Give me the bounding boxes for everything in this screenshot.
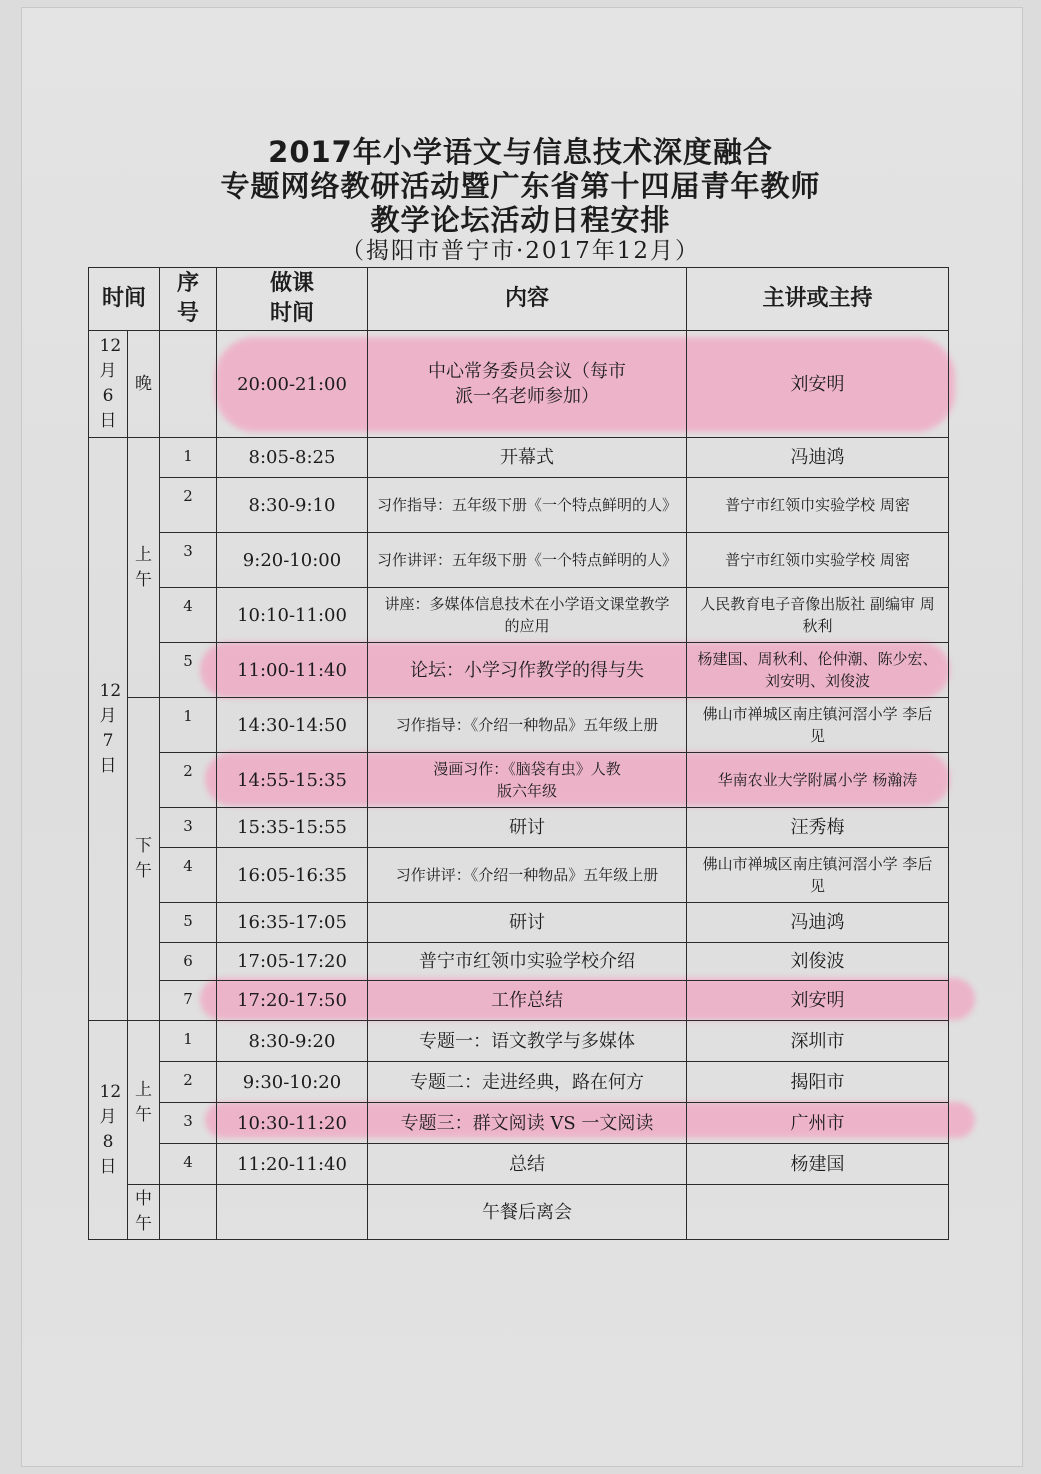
seq-cell: 3	[159, 1102, 217, 1144]
seq-cell: 1	[159, 437, 217, 478]
header-content-label: 内容	[504, 286, 549, 311]
content-cell: 总结	[367, 1143, 687, 1185]
speaker-cell: 刘俊波	[686, 942, 949, 981]
speaker-cell: 华南农业大学附属小学 杨瀚涛	[686, 752, 949, 808]
title-line-3: 教学论坛活动日程安排	[370, 203, 671, 237]
time-cell: 9:30-10:20	[216, 1061, 368, 1103]
day-cell	[88, 1020, 128, 1240]
seq-cell	[159, 1184, 217, 1240]
seq-cell: 2	[159, 752, 217, 808]
day-cell	[88, 437, 128, 1021]
speaker-cell: 杨建国	[686, 1143, 949, 1185]
seq-cell: 1	[159, 1020, 217, 1062]
speaker-cell: 人民教育电子音像出版社 副编审 周秋利	[686, 587, 949, 643]
day-date: 12月7日	[99, 681, 122, 776]
seq-cell: 2	[159, 477, 217, 533]
speaker-cell: 汪秀梅	[686, 807, 949, 848]
content-cell: 习作讲评：《介绍一种物品》五年级上册	[367, 847, 687, 903]
period-cell	[127, 437, 160, 698]
time-cell: 9:20-10:00	[216, 532, 368, 588]
seq-cell: 7	[159, 980, 217, 1021]
header-time	[88, 267, 160, 331]
content-cell: 漫画习作：《脑袋有虫》人教版六年级	[367, 752, 687, 808]
period-label: 中午	[135, 1189, 152, 1234]
period-cell	[127, 1020, 160, 1185]
title-line-1: 2017年小学语文与信息技术深度融合	[268, 135, 773, 169]
header-seq-label: 序号	[177, 271, 200, 326]
header-content	[367, 267, 687, 331]
seq-cell: 4	[159, 847, 217, 903]
seq-cell: 2	[159, 1061, 217, 1103]
day-date: 12月8日	[99, 1082, 122, 1177]
header-speaker	[686, 267, 949, 331]
content-cell: 工作总结	[367, 980, 687, 1021]
seq-cell: 6	[159, 942, 217, 981]
speaker-cell: 普宁市红领巾实验学校 周密	[686, 477, 949, 533]
time-cell	[216, 1184, 368, 1240]
header-seq	[159, 267, 217, 331]
content-cell: 习作指导：《介绍一种物品》五年级上册	[367, 697, 687, 753]
content-cell: 专题二：走进经典，路在何方	[367, 1061, 687, 1103]
subtitle: （揭阳市普宁市·2017年12月）	[340, 238, 701, 264]
speaker-cell: 刘安明	[686, 330, 949, 438]
seq-cell: 4	[159, 587, 217, 643]
period-label: 上午	[135, 1079, 152, 1125]
content-cell: 专题一：语文教学与多媒体	[367, 1020, 687, 1062]
time-cell: 16:35-17:05	[216, 902, 368, 943]
time-cell: 10:10-11:00	[216, 587, 368, 643]
period-label: 下午	[135, 836, 152, 881]
time-cell: 15:35-15:55	[216, 807, 368, 848]
header-class-time	[216, 267, 368, 331]
content-cell: 研讨	[367, 902, 687, 943]
seq-cell	[159, 330, 217, 438]
time-cell: 11:00-11:40	[216, 642, 368, 698]
speaker-cell: 佛山市禅城区南庄镇河滘小学 李后见	[686, 847, 949, 903]
content-cell: 中心常务委员会议（每市派一名老师参加）	[367, 330, 687, 438]
content-cell: 开幕式	[367, 437, 687, 478]
speaker-cell: 普宁市红领巾实验学校 周密	[686, 532, 949, 588]
period-cell	[127, 330, 160, 438]
seq-cell: 4	[159, 1143, 217, 1185]
speaker-cell: 冯迪鸿	[686, 437, 949, 478]
period-cell	[127, 1184, 160, 1240]
time-cell: 10:30-11:20	[216, 1102, 368, 1144]
seq-cell: 5	[159, 642, 217, 698]
time-cell: 14:30-14:50	[216, 697, 368, 753]
time-cell: 17:05-17:20	[216, 942, 368, 981]
speaker-cell: 刘安明	[686, 980, 949, 1021]
speaker-cell: 广州市	[686, 1102, 949, 1144]
time-cell: 11:20-11:40	[216, 1143, 368, 1185]
seq-cell: 5	[159, 902, 217, 943]
period-label: 晚	[135, 373, 152, 394]
period-cell	[127, 697, 160, 1021]
header-time-label: 时间	[102, 286, 147, 311]
time-cell: 16:05-16:35	[216, 847, 368, 903]
time-cell: 17:20-17:50	[216, 980, 368, 1021]
time-cell: 8:05-8:25	[216, 437, 368, 478]
title-line-2: 专题网络教研活动暨广东省第十四届青年教师	[220, 169, 821, 203]
period-label: 上午	[135, 544, 152, 590]
time-cell: 8:30-9:20	[216, 1020, 368, 1062]
day-cell	[88, 330, 128, 438]
day-date: 12月6日	[99, 336, 122, 431]
speaker-cell: 揭阳市	[686, 1061, 949, 1103]
speaker-cell: 杨建国、周秋利、伦仲潮、陈少宏、刘安明、刘俊波	[686, 642, 949, 698]
content-cell: 午餐后离会	[367, 1184, 687, 1240]
content-cell: 专题三：群文阅读 VS 一文阅读	[367, 1102, 687, 1144]
header-speaker-label: 主讲或主持	[762, 286, 873, 311]
time-cell: 20:00-21:00	[216, 330, 368, 438]
seq-cell: 1	[159, 697, 217, 753]
speaker-cell: 深圳市	[686, 1020, 949, 1062]
speaker-cell: 佛山市禅城区南庄镇河滘小学 李后见	[686, 697, 949, 753]
seq-cell: 3	[159, 532, 217, 588]
content-cell: 习作讲评：五年级下册《一个特点鲜明的人》	[367, 532, 687, 588]
content-cell: 习作指导：五年级下册《一个特点鲜明的人》	[367, 477, 687, 533]
content-cell: 研讨	[367, 807, 687, 848]
time-cell: 8:30-9:10	[216, 477, 368, 533]
content-cell: 讲座：多媒体信息技术在小学语文课堂教学的应用	[367, 587, 687, 643]
content-cell: 普宁市红领巾实验学校介绍	[367, 942, 687, 981]
content-cell: 论坛：小学习作教学的得与失	[367, 642, 687, 698]
header-class-time-label: 做课时间	[270, 271, 315, 326]
speaker-cell	[686, 1184, 949, 1240]
seq-cell: 3	[159, 807, 217, 848]
time-cell: 14:55-15:35	[216, 752, 368, 808]
speaker-cell: 冯迪鸿	[686, 902, 949, 943]
